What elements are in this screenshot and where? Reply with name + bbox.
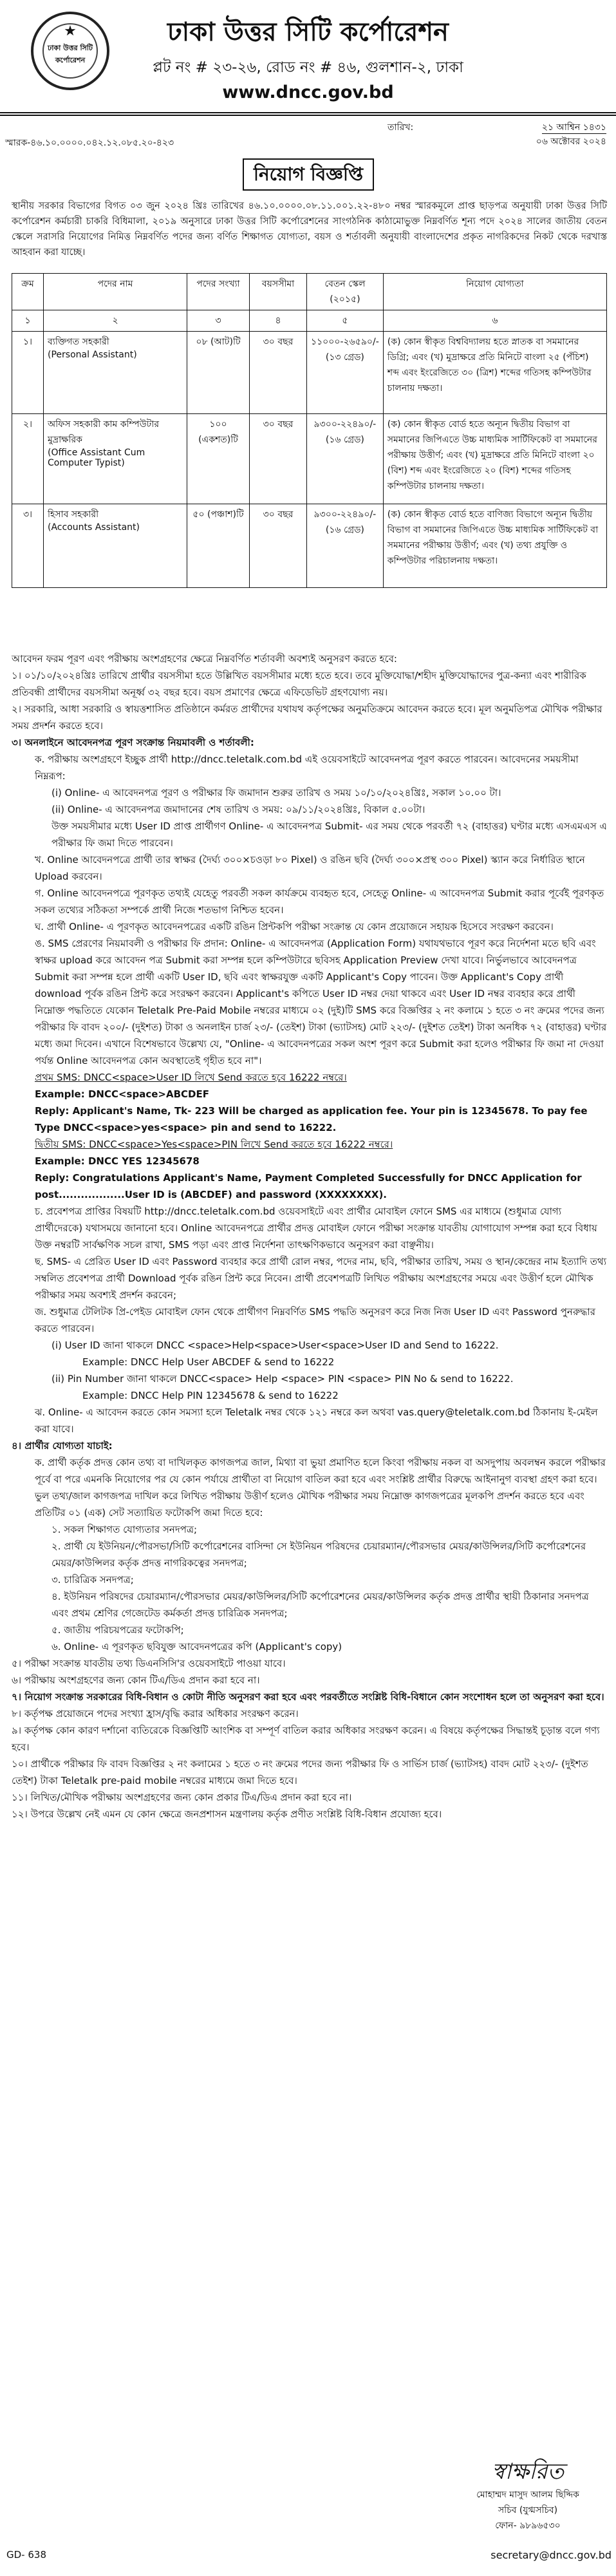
sms2-reply: Reply: Congratulations Applicant's Name, Payment Completed Successfully for DNCC Application for post..................User ID is (ABCDEF) and password (XXXXXXXX). [35,1172,582,1200]
sms2-example: Example: DNCC YES 12345678 [35,1155,200,1167]
table-row [12,504,607,588]
document-item: ১. সকল শিক্ষাগত যোগ্যতার সনদপত্র; [51,1524,198,1535]
header-divider-2 [0,115,616,116]
logo-text: ঢাকা উত্তর সিটি কর্পোরেশন [48,44,93,64]
row-count: ০৮ (আট)টি [187,332,250,414]
org-name: ঢাকা উত্তর সিটি কর্পোরেশন [167,17,449,47]
apply-start-text: Online- এ আবেদনপত্র পূরণ ও পরীক্ষার ফি জমাদান শুরুর তারিখ ও সময় ১০/১০/২০২৪খ্রিঃ, সকাল ১০.০০ টা। [64,787,501,799]
condition-9: ৯। কর্তৃপক্ষ কোন কারণ দর্শানো ব্যতিরেকে বিজ্ঞপ্তিটি আংশিক বা সম্পূর্ণ বাতিল করার অধিকার সংরক্ষণ করেন। এ বিষয়ে কর্তৃপক্ষের সিদ্ধান্তই চূড়ান্ত বলে গণ্য হবে। [12,1725,600,1753]
table-row [12,332,607,414]
sms2-label: দ্বিতীয় SMS: DNCC<space>Yes<space>PIN লিখে Send করতে হবে 16222 নম্বরে। [35,1139,393,1150]
date-label: তারিখ: [387,122,414,133]
condition-4-heading: ৪। প্রার্থীর যোগ্যতা যাচাই: [12,1440,113,1452]
apply-start [12,784,607,801]
table-number-row [12,310,607,332]
sms1-example: Example: DNCC<space>ABCDEF [35,1088,209,1100]
condition-3-cha: ছ. SMS- এ প্রেরিত User ID এবং Password ব্যবহার করে প্রার্থী রোল নম্বর, পদের নাম, ছবি, পরীক্ষার তারিখ, সময় ও স্থান/কেন্দ্রের নাম ইত্যাদি তথ্য সম্বলিত প্রবেশপত্র প্রার্থী Download পূর্বক রঙিন প্রিন্ট করে নিবেন। প্রার্থী প্রবেশপত্রটি লিখিত পরীক্ষায় অংশগ্রহণের সময়ে এবং উত্তীর্ণ হলে মৌখিক পরীক্ষার সময় অবশ্যই প্রদর্শন করবেন; [35,1256,607,1301]
list-marker: (ii) [51,804,65,815]
col-header-count: পদের সংখ্যা [187,274,250,310]
row-scale: ১১০০০-২৬৫৯০/- (১৩ গ্রেড) [307,332,384,414]
col-header-age: বয়সসীমা [250,274,307,310]
header-divider [0,112,616,113]
sms1-reply: Reply: Applicant's Name, Tk- 223 Will be charged as application fee. Your pin is 12345678. To pay fee Type DNCC<space>yes<space> pin and send to 16222. [35,1105,588,1133]
document-item: ৫. জাতীয় পরিচয়পত্রের ফটোকপি; [51,1624,184,1636]
org-address: প্লট নং # ২৩-২৬, রোড নং # ৪৬, গুলশান-২, ঢাকা [153,59,463,76]
post-name-bn: অফিস সহকারী কাম কম্পিউটার মুদ্রাক্ষরিক [48,419,160,445]
condition-4-ka: ক. প্রার্থী কর্তৃক প্রদত্ত কোন তথ্য বা দাখিলকৃত কাগজপত্র জাল, মিথ্যা বা ভুয়া প্রমাণিত হলে কিংবা পরীক্ষায় নকল বা অসদুপায় অবলম্বন করলে পরীক্ষার পূর্বে বা পরে এমনকি নিয়োগের পর যে কোন পর্যায়ে প্রার্থীতা বা নিয়োগ বাতিল করা হবে এবং সংশ্লিষ্ট প্রার্থীর বিরুদ্ধে আইনানুগ ব্যবস্থা গ্রহণ করা হবে। ভুল তথ্য/জাল কাগজপত্র দাখিল করে লিখিত পরীক্ষায় উত্তীর্ণ হলেও মৌখিক পরীক্ষার সময় নিম্নোক্ত কাগজপত্রের মূলকপি প্রদর্শন করতে হবে এবং প্রতিটির ০১ (এক) সেট সত্যায়িত ফটোকপি জমা দিতে হবে: [35,1457,606,1519]
condition-3-ca: চ. প্রবেশপত্র প্রাপ্তির বিষয়টি http://dncc.teletalk.com.bd ওয়েবসাইটে এবং প্রার্থীর মোবাইল ফোনে SMS এর মাধ্যমে (শুধুমাত্র যোগ্য প্রার্থীদেরকে) যথাসময়ে জানানো হবে। Online আবেদনপত্রে প্রার্থীর প্রদত্ত মোবাইল ফোনে পরীক্ষা সংক্রান্ত যাবতীয় যোগাযোগ সম্পন্ন করা হবে বিধায় উক্ত নম্বরটি সার্বক্ষণিক সচল রাখা, SMS পড়া এবং প্রাপ্ত নির্দেশনা তাৎক্ষণিকভাবে অনুসরণ করা বাঞ্ছনীয়। [35,1206,597,1251]
recover-user-id [12,1337,607,1354]
document-item: ৬. Online- এ পূরণকৃত ছবিযুক্ত আবেদনপত্রের কপি (Applicant's copy) [51,1641,342,1653]
list-marker: (i) [51,1340,62,1351]
table-row [12,414,607,504]
col-header-serial: ক্রম [12,274,44,310]
row-count: ৫০ (পঞ্চাশ)টি [187,504,250,588]
list-marker: (i) [51,787,62,799]
apply-end-text: Online- এ আবেদনপত্র জমাদানের শেষ তারিখ ও সময়: ০৯/১১/২০২৪খ্রিঃ, বিকাল ৫.০০টা। [67,804,425,815]
row-serial: ১। [12,332,44,414]
row-serial: ২। [12,414,44,504]
col-number: ৫ [307,310,384,332]
row-qualification: (ক) কোন স্বীকৃত বোর্ড হতে বাণিজ্য বিভাগে অন্যূন দ্বিতীয় বিভাগ বা সমমানের জিপিএতে উচ্চ মাধ্যমিক সার্টিফিকেট বা সমমানের পরীক্ষায় উত্তীর্ণ; এবং (খ) তথ্য প্রযুক্তি ও কম্পিউটার পরিচালনায় দক্ষতা। [383,504,606,588]
condition-3-note: উক্ত সময়সীমার মধ্যে User ID প্রাপ্ত প্রার্থীগণ Online- এ আবেদনপত্র Submit- এর সময় থেকে পরবর্তী ৭২ (বাহাত্তর) ঘণ্টার মধ্যে এসএমএস এ পরীক্ষার ফি জমা দিতে পারবেন। [51,820,607,849]
condition-3-ga: গ. Online আবেদনপত্রে পূরণকৃত তথ্যই যেহেতু পরবর্তী সকল কার্যক্রমে ব্যবহৃত হবে, সেহেতু Online- এ আবেদনপত্র Submit করার পূর্বেই পূরণকৃত সকল তথ্যের সঠিকতা সম্পর্কে প্রার্থী নিজে শতভাগ নিশ্চিত হবেন। [35,887,604,916]
recover-pin [12,1370,607,1387]
signature-mark: স্বাক্ষরিত [491,2459,565,2485]
memo-number: স্মারক-৪৬.১০.০০০০.০৪২.১২.০৮৫.২০-৪২৩ [5,138,174,148]
row-age: ৩০ বছর [250,504,307,588]
vacancy-table [12,273,607,588]
row-serial: ৩। [12,504,44,588]
sms1-label: প্রথম SMS: DNCC<space>User ID লিখে Send করতে হবে 16222 নম্বরে। [35,1072,347,1083]
date-english: ০৬ অক্টোবর ২০২৪ [536,137,606,147]
condition-6: ৬। পরীক্ষায় অংশগ্রহণের জন্য কোন টিএ/ডিএ প্রদান করা হবে না। [12,1674,260,1686]
col-number: ৬ [383,310,606,332]
document-item: ৩. চারিত্রিক সনদপত্র; [51,1574,134,1586]
intro-paragraph: স্থানীয় সরকার বিভাগের বিগত ০৩ জুন ২০২৪ খ্রিঃ তারিখের ৪৬.১০.০০০০.০৮.১১.০০১.২২-৪৮০ নম্বর স্মারকমূলে প্রাপ্ত ছাড়পত্র অনুযায়ী ঢাকা উত্তর সিটি কর্পোরেশন কর্মচারী চাকরি বিধিমালা, ২০১৯ অনুসারে ঢাকা উত্তর সিটি কর্পোরেশনের সাংগঠনিক কাঠামোভুক্ত নিম্নবর্ণিত শূন্য পদে ২০২৪ সালের জাতীয় বেতন স্কেলে সরাসরি নিয়োগের নিমিত্ত নিম্নবর্ণিত পদের জন্য বর্ণিত শিক্ষাগত যোগ্যতা, বয়স ও শর্তাবলী অনুযায়ী বাংলাদেশের প্রকৃত নাগরিকদের নিকট থেকে দরখাস্ত আহবান করা যাচ্ছে। [12,201,607,258]
condition-8: ৮। কর্তৃপক্ষ প্রয়োজনে পদের সংখ্যা হ্রাস/বৃদ্ধি করার অধিকার সংরক্ষণ করেন। [12,1708,299,1719]
condition-11: ১১। লিখিত/মৌখিক পরীক্ষায় অংশগ্রহণের জন্য কোন প্রকার টিএ/ডিএ প্রদান করা হবে না। [12,1792,352,1803]
row-count: ১০০ (একশত)টি [187,414,250,504]
date-block [387,120,606,148]
col-number: ৪ [250,310,307,332]
condition-3-uma: ঙ. SMS প্রেরণের নিয়মাবলী ও পরীক্ষার ফি প্রদান: Online- এ আবেদনপত্র (Application Form) যথাযথভাবে পূরণ করে নির্দেশনা মতে ছবি এবং স্বাক্ষর upload করে আবেদন পত্র Submit করা সম্পন্ন হলে কম্পিউটারে ছবিসহ Application Preview দেখা যাবে। নির্ভুলভাবে আবেদনপত্র Submit করা সম্পন্ন হলে প্রার্থী একটি User ID, ছবি এবং স্বাক্ষরযুক্ত একটি Applicant's Copy পাবেন। উক্ত Applicant's Copy প্রার্থী download পূর্বক রঙিন প্রিন্ট করে সংরক্ষণ করবেন। Applicant's কপিতে User ID নম্বর দেয়া থাকবে এবং User ID নম্বর ব্যবহার করে প্রার্থী নিম্নোক্ত পদ্ধতিতে যেকোন Teletalk Pre-Paid Mobile নম্বরের মাধ্যমে ০২ (দুই)টি SMS করে বিজ্ঞপ্তির ২ নং কলামে ১ হতে ৩ নং ক্রমের পদের জন্য পরীক্ষার ফি বাবদ ২০০/- (দুইশত) টাকা ও অনলাইন চার্জ ২৩/- (তেইশ) টাকা (ভ্যাটসহ) মোট ২২৩/- (দুইশত তেইশ) টাকা অনধিক ৭২ (বাহাত্তর) ঘণ্টার মধ্যে জমা দিবেন। এখানে বিশেষভাবে উল্লেখ্য যে, "Online- এ আবেদনপত্রের সকল অংশ পূরণ করে Submit করা হলেও পরীক্ষার ফি জমা না দেওয়া পর্যন্ত Online আবেদনপত্র কোন অবস্থাতেই গৃহীত হবে না"। [35,938,607,1066]
recover-pin-example: Example: DNCC Help PIN 12345678 & send to 16222 [82,1390,339,1401]
post-name-en: (Accounts Assistant) [48,522,140,533]
contact-email[interactable]: secretary@dncc.gov.bd [490,2549,611,2561]
row-scale: ৯৩০০-২২৪৯০/- (১৬ গ্রেড) [307,504,384,588]
col-number: ৩ [187,310,250,332]
col-header-qualification: নিয়োগ যোগ্যতা [383,274,606,310]
conditions-section [12,650,607,1823]
table-header-row [12,274,607,310]
signatory-title: সচিব (যুগ্মসচিব) [498,2505,558,2515]
condition-3-ja: জ. শুধুমাত্র টেলিটক প্রি-পেইড মোবাইল ফোন থেকে প্রার্থীগণ নিম্নবর্ণিত SMS পদ্ধতি অনুসরণ করে নিজ নিজ User ID এবং Password পুনরুদ্ধার করতে পারবেন। [35,1306,595,1334]
condition-3-jha: ঝ. Online- এ আবেদন করতে কোন সমস্যা হলে Teletalk নম্বর থেকে ১২১ নম্বরে কল অথবা vas.query@teletalk.com.bd ঠিকানায় ই-মেইল করা যাবে। [35,1406,598,1435]
signatory-name: মোহাম্মদ মাসুদ আলম ছিদ্দিক [476,2490,579,2500]
row-post-name [44,414,187,504]
post-name-en: (Personal Assistant) [48,350,137,360]
col-number: ১ [12,310,44,332]
post-name-bn: হিসাব সহকারী [48,509,99,520]
condition-1: ১। ০১/১০/২০২৪খ্রিঃ তারিখে প্রার্থীর বয়সসীমা হতে উল্লিখিত বয়সসীমার মধ্যে হতে হবে। তবে মুক্তিযোদ্ধা/শহীদ মুক্তিযোদ্ধাদের পুত্র-কন্যা এবং শারীরিক প্রতিবন্ধী প্রার্থীদের বয়সসীমা অনূর্ধ্ব ৩২ বছর হবে। বয়স প্রমাণের ক্ষেত্রে এফিডেভিট গ্রহণযোগ্য নয়। [12,670,586,698]
date-bangla: ২১ আশ্বিন ১৪৩১ [542,120,606,134]
signature-block [451,2455,605,2533]
col-header-post: পদের নাম [44,274,187,310]
row-post-name [44,504,187,588]
condition-3-heading: ৩। অনলাইনে আবেদনপত্র পূরণ সংক্রান্ত নিয়মাবলী ও শর্তাবলী: [12,737,254,748]
condition-2: ২। সরকারি, আধা সরকারি ও স্বায়ত্তশাসিত প্রতিষ্ঠানে কর্মরত প্রার্থীদের যথাযথ কর্তৃপক্ষের অনুমতিক্রমে আবেদন করতে হবে। মূল অনুমতিপত্র মৌখিক পরীক্ষার সময় প্রদর্শন করতে হবে। [12,703,602,732]
condition-5: ৫। পরীক্ষা সংক্রান্ত যাবতীয় তথ্য ডিএনসিসি'র ওয়েবসাইটে পাওয়া যাবে। [12,1658,286,1669]
col-header-scale: বেতন স্কেল (২০১৫) [307,274,384,310]
row-post-name [44,332,187,414]
row-age: ৩০ বছর [250,332,307,414]
dncc-logo: ★ ঢাকা উত্তর সিটি কর্পোরেশন [31,12,109,90]
post-name-en: (Office Assistant Cum Computer Typist) [48,448,145,468]
recover-user-id-text: User ID জানা থাকলে DNCC <space>Help<space>User<space>User ID and Send to 16222. [64,1340,499,1351]
recover-user-id-example: Example: DNCC Help User ABCDEF & send to 16222 [82,1356,335,1368]
document-item: ২. প্রার্থী যে ইউনিয়ন/পৌরসভা/সিটি কর্পোরেশনের বাসিন্দা সে ইউনিয়ন পরিষদের চেয়ারম্যান/পৌরসভার মেয়র/কাউন্সিলর/সিটি কর্পোরেশনের মেয়র/কাউন্সিলর কর্তৃক প্রদত্ত নাগরিকত্বের সনদপত্র; [51,1540,586,1569]
row-scale: ৯৩০০-২২৪৯০/- (১৬ গ্রেড) [307,414,384,504]
condition-12: ১২। উপরে উল্লেখ নেই এমন যে কোন ক্ষেত্রে জনপ্রশাসন মন্ত্রণালয় কর্তৃক প্রণীত সংশ্লিষ্ট বিধি-বিধান প্রযোজ্য হবে। [12,1808,442,1820]
row-qualification: (ক) কোন স্বীকৃত বিশ্ববিদ্যালয় হতে স্নাতক বা সমমানের ডিগ্রি; এবং (খ) মুদ্রাক্ষরে প্রতি মিনিটে বাংলা ২৫ (পঁচিশ) শব্দ এবং ইংরেজিতে ৩০ (ত্রিশ) শব্দের গতিসহ কম্পিউটার চালনায় দক্ষতা। [383,332,606,414]
apply-end [12,801,607,818]
condition-10: ১০। প্রার্থীকে পরীক্ষার ফি বাবদ বিজ্ঞপ্তির ২ নং কলামের ১ হতে ৩ নং ক্রমের পদের জন্য পরীক্ষার ফি ও সার্ভিস চার্জ (ভ্যাটসহ) বাবদ মোট ২২৩/- (দুইশত তেইশ) টাকা Teletalk pre-paid mobile নম্বরের মাধ্যমে জমা দিতে হবে। [12,1758,588,1786]
condition-3-ka: ক. পরীক্ষায় অংশগ্রহণে ইচ্ছুক প্রার্থী http://dncc.teletalk.com.bd এই ওয়েবসাইটে আবেদনপত্র পূরণ করতে পারবেন। আবেদনের সময়সীমা নিম্নরূপ: [35,753,579,782]
col-number: ২ [44,310,187,332]
recruitment-banner: নিয়োগ বিজ্ঞপ্তি [243,158,374,191]
recover-pin-text: Pin Number জানা থাকলে DNCC<space> Help <space> PIN <space> PIN No & send to 16222. [67,1373,514,1385]
row-qualification: (ক) কোন স্বীকৃত বোর্ড হতে অন্যূন দ্বিতীয় বিভাগ বা সমমানের জিপিএতে উচ্চ মাধ্যমিক সার্টিফিকেট বা সমমানের পরীক্ষায় উত্তীর্ণ; এবং (খ) মুদ্রাক্ষরে প্রতি মিনিটে বাংলা ২০ (বিশ) শব্দ এবং ইংরেজিতে ২০ (বিশ) শব্দের গতিসহ কম্পিউটার চালনায় দক্ষতা। [383,414,606,504]
org-website[interactable]: www.dncc.gov.bd [222,82,394,102]
row-age: ৩০ বছর [250,414,307,504]
conditions-heading: আবেদন ফরম পূরণ এবং পরীক্ষায় অংশগ্রহণের ক্ষেত্রে নিম্নবর্ণিত শর্তাবলী অবশ্যই অনুসরণ করতে হবে: [12,653,397,665]
gd-number: GD- 638 [6,2549,46,2561]
signatory-phone: ফোন- ৯৮৯৬৫৩০ [495,2521,561,2531]
condition-3-gha: ঘ. প্রার্থী Online- এ পূরণকৃত আবেদনপত্রের একটি রঙিন প্রিন্টকপি পরীক্ষা সংক্রান্ত যে কোন প্রয়োজনে সহায়ক হিসেবে সংরক্ষণ করবেন। [35,921,554,933]
condition-3-kha: খ. Online আবেদনপত্রে প্রার্থী তার স্বাক্ষর (দৈর্ঘ্য ৩০০×চওড়া ৮০ Pixel) ও রঙিন ছবি (দৈর্ঘ্য ৩০০×প্রস্থ ৩০০ Pixel) স্ক্যান করে নির্ধারিত স্থানে Upload করবেন। [35,854,585,882]
list-marker: (ii) [51,1373,65,1385]
condition-7: ৭। নিয়োগ সংক্রান্ত সরকারের বিধি-বিধান ও কোটা নীতি অনুসরণ করা হবে এবং পরবর্তীতে সংশ্লিষ্ট বিধি-বিধানে কোন সংশোধন হলে তা অনুসরণ করা হবে। [12,1691,604,1703]
document-item: ৪. ইউনিয়ন পরিষদের চেয়ারম্যান/পৌরসভার মেয়র/কাউন্সিলর/সিটি কর্পোরেশনের মেয়র/কাউন্সিলর কর্তৃক প্রদত্ত প্রার্থীর স্থায়ী ঠিকানার সনদপত্র এবং প্রথম শ্রেণির গেজেটেড কর্মকর্তা প্রদত্ত চারিত্রিক সনদপত্র; [51,1591,589,1619]
post-name-bn: ব্যক্তিগত সহকারী [48,337,109,347]
